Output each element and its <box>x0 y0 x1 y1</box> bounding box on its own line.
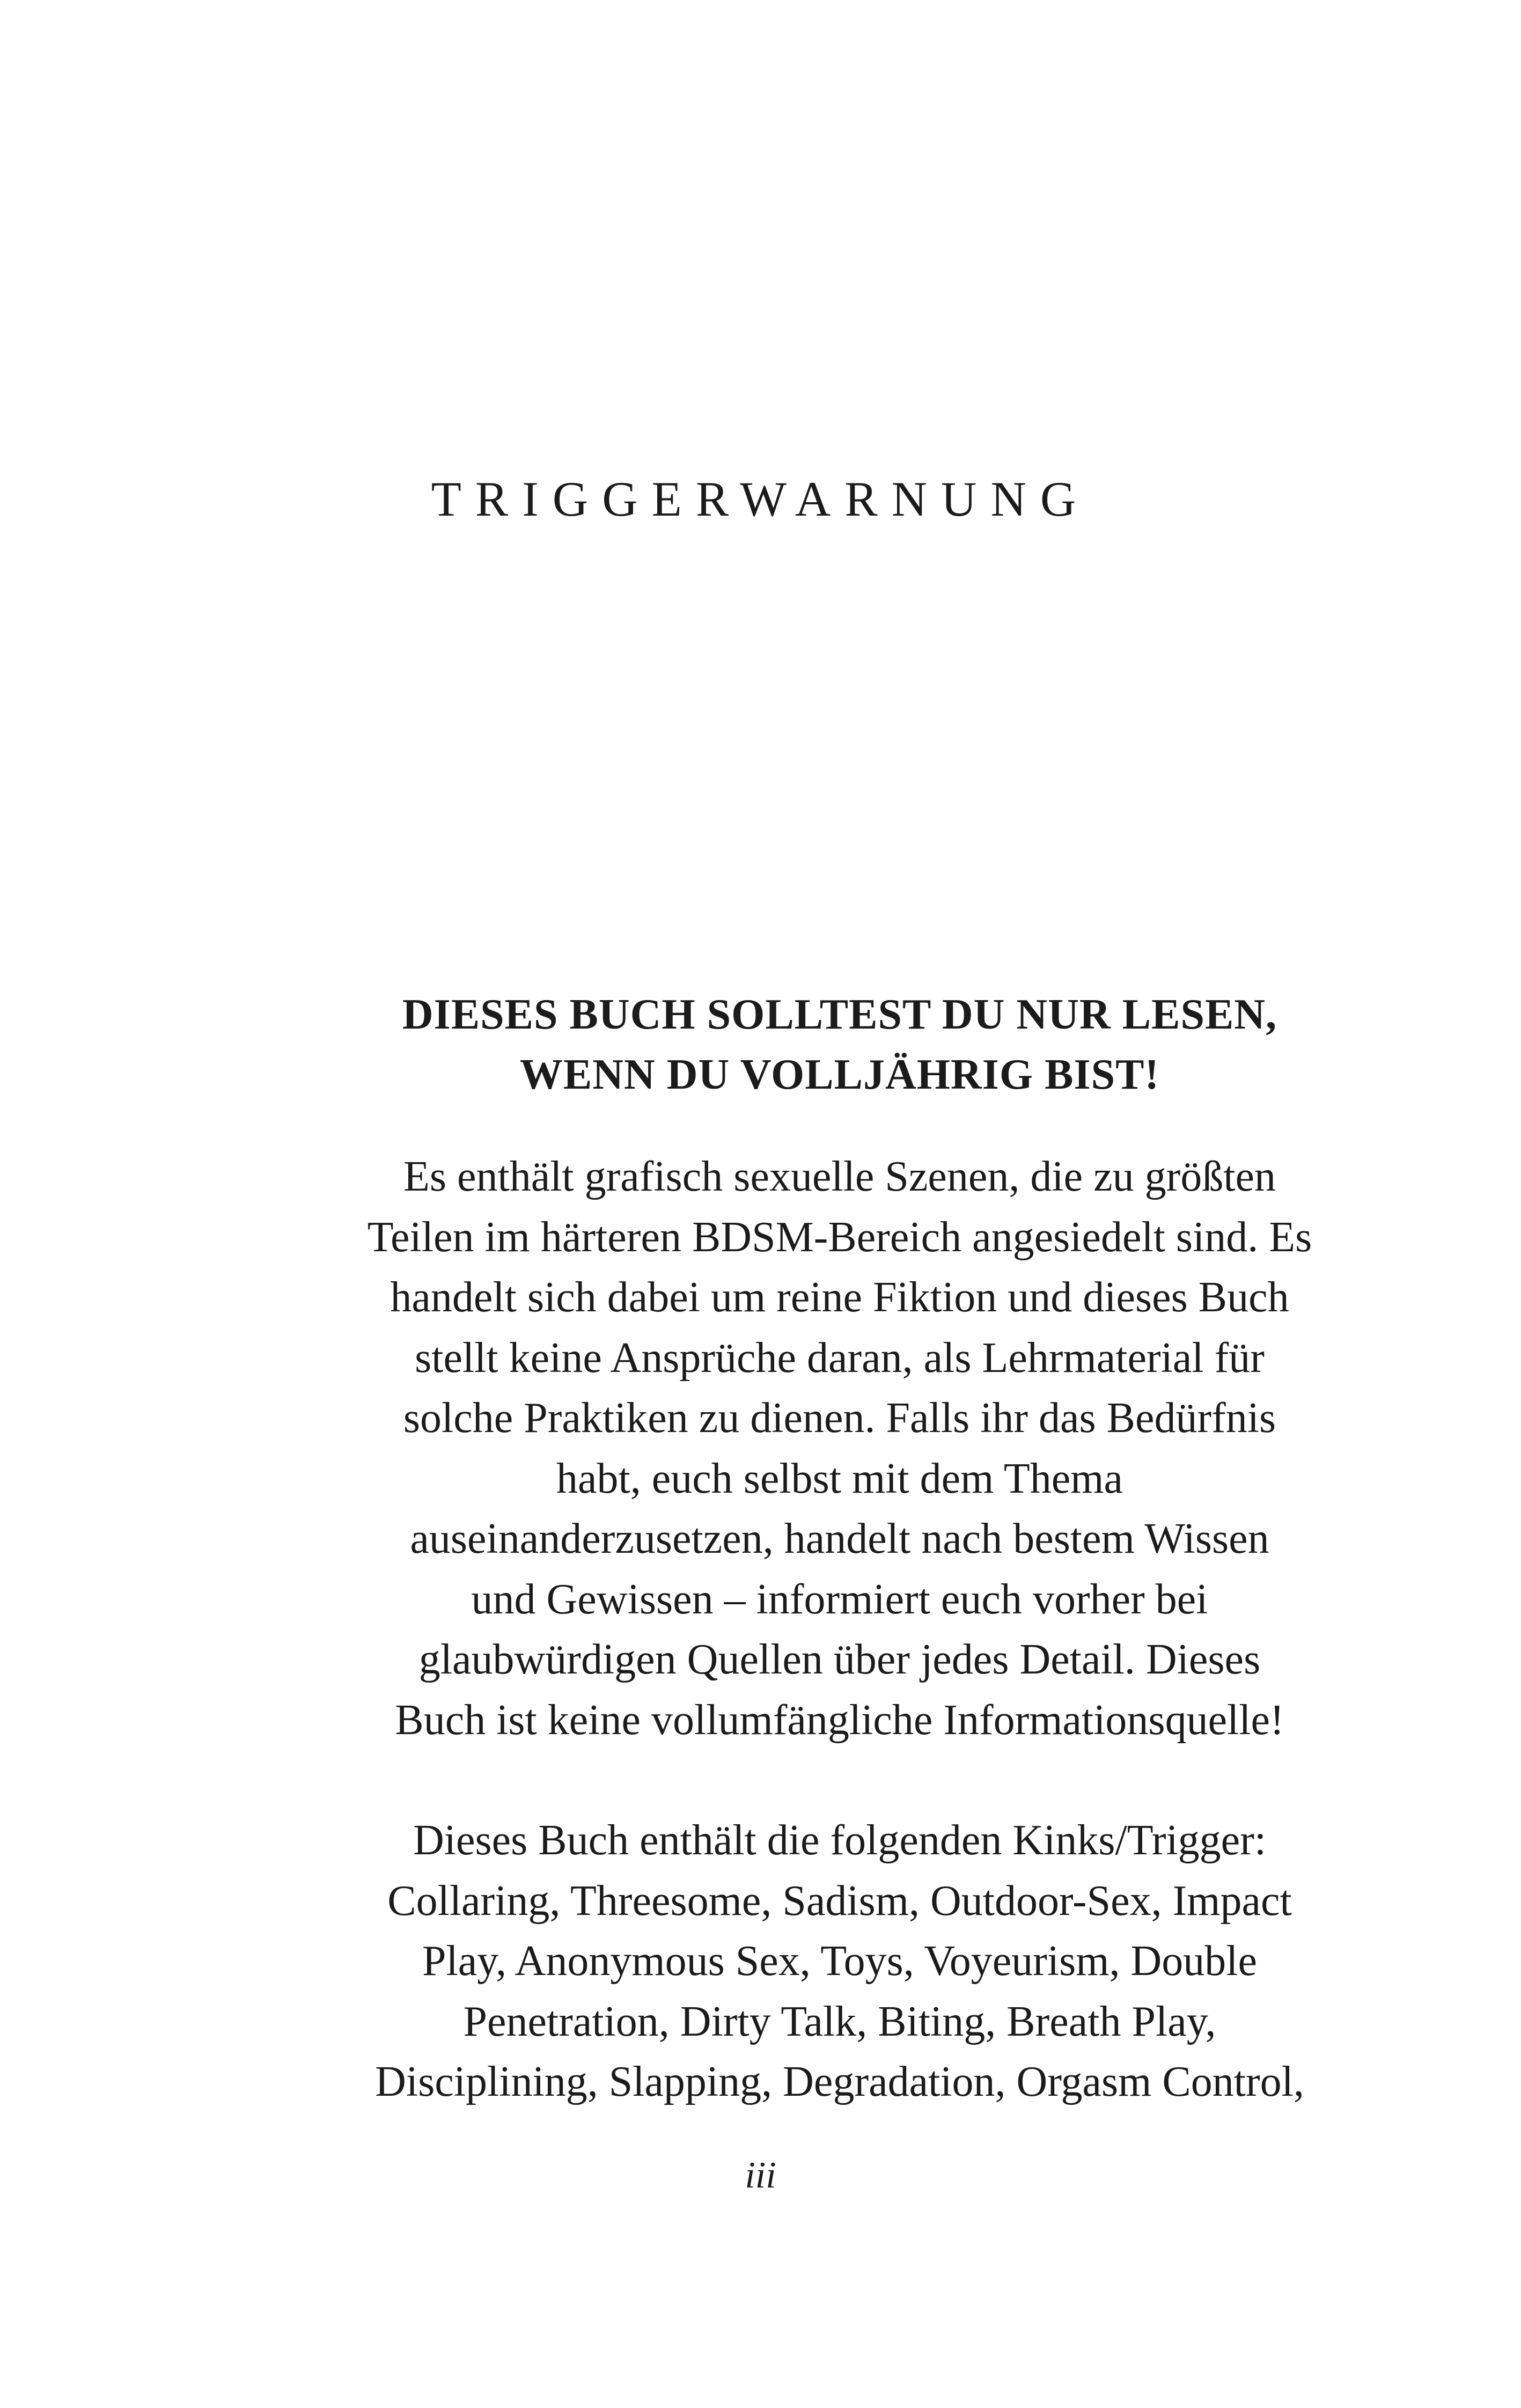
page-title: TRIGGERWARNUNG <box>431 472 1090 526</box>
text-line: glaubwürdigen Quellen über jedes Detail. Dieses <box>418 1636 1261 1683</box>
text-line: stellt keine Ansprüche daran, als Lehrmaterial für <box>415 1334 1265 1382</box>
text-line: Play, Anonymous Sex, Toys, Voyeurism, Double <box>422 1937 1257 1985</box>
text-line: Es enthält grafisch sexuelle Szenen, die zu größten <box>403 1153 1276 1200</box>
text-line: und Gewissen – informiert euch vorher bei <box>471 1575 1208 1623</box>
text-line: habt, euch selbst mit dem Thema <box>556 1455 1123 1502</box>
text-line: solche Praktiken zu dienen. Falls ihr das Bedürfnis <box>403 1394 1276 1442</box>
text-line: Penetration, Dirty Talk, Biting, Breath Play, <box>463 1998 1216 2045</box>
text-line: Collaring, Threesome, Sadism, Outdoor-Sex, Impact <box>387 1877 1292 1925</box>
trigger-list-paragraph <box>338 1810 1341 2112</box>
text-line: Buch ist keine vollumfängliche Informationsquelle! <box>395 1696 1284 1744</box>
warning-line: DIESES BUCH SOLLTEST DU NUR LESEN, <box>402 991 1277 1038</box>
text-line: handelt sich dabei um reine Fiktion und dieses Buch <box>390 1274 1289 1321</box>
text-line: Teilen im härteren BDSM-Bereich angesiedelt sind. Es <box>367 1213 1312 1261</box>
text-line: Dieses Buch enthält die folgenden Kinks/Trigger: <box>413 1817 1267 1864</box>
age-warning <box>338 985 1341 1105</box>
warning-line: WENN DU VOLLJÄHRIG BIST! <box>519 1051 1160 1098</box>
text-line: Disciplining, Slapping, Degradation, Orgasm Control, <box>375 2058 1304 2105</box>
page-number: iii <box>745 2155 776 2196</box>
body-text <box>338 985 1341 2112</box>
disclaimer-paragraph <box>338 1147 1341 1750</box>
text-line: auseinanderzusetzen, handelt nach bestem Wissen <box>410 1515 1269 1562</box>
